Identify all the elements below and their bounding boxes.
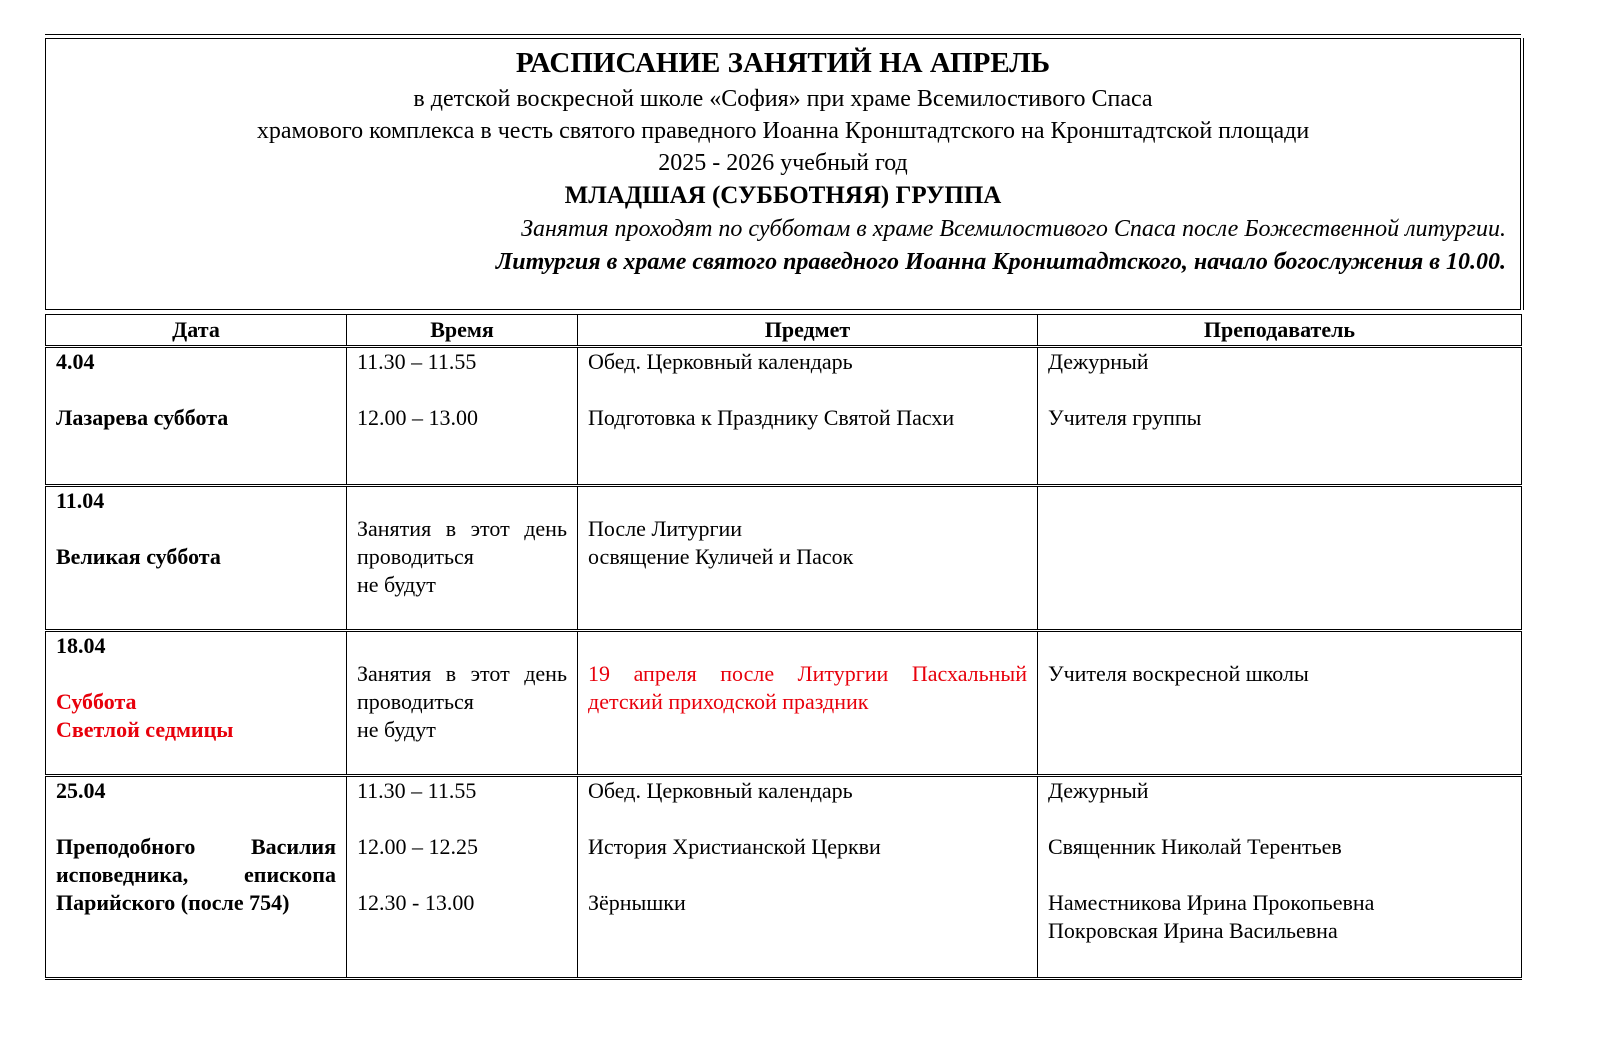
time-slot: 12.00 – 13.00 [357,405,478,430]
classes-note: Занятия проходят по субботам в храме Всемилостивого Спаса после Божественной литургии. [521,216,1506,242]
teacher-cell [1038,631,1522,776]
group-name: МЛАДШАЯ (СУББОТНЯЯ) ГРУППА [564,182,1002,209]
subject: освящение Куличей и Пасок [588,544,854,569]
table-row [46,347,1522,486]
table-row [46,776,1522,979]
liturgy-note: Литургия в храме святого праведного Иоанна Кронштадтского, начало богослужения в 10.00. [495,249,1506,275]
academic-year: 2025 - 2026 учебный год [658,150,908,176]
day-name: Великая суббота [56,544,221,569]
no-classes-note: проводиться [357,544,474,569]
day-name: Парийского (после 754) [56,890,290,915]
date-cell [46,486,347,631]
subject: Обед. Церковный календарь [588,349,853,374]
date-value: 11.04 [56,488,105,513]
subject-cell [578,347,1038,486]
date-value: 18.04 [56,633,106,658]
teacher: Священник Николай Терентьев [1048,834,1342,859]
teacher: Учителя воскресной школы [1048,661,1309,686]
time-slot: 12.00 – 12.25 [357,834,478,859]
schedule-header [45,38,1521,310]
subject-cell [578,486,1038,631]
no-classes-note: Занятия в этот день [357,516,567,541]
subject-cell [578,776,1038,979]
date-value: 4.04 [56,349,95,374]
time-slot: 11.30 – 11.55 [357,778,477,803]
page-title: РАСПИСАНИЕ ЗАНЯТИЙ НА АПРЕЛЬ [515,47,1051,79]
time-slot: 12.30 - 13.00 [357,890,475,915]
event-note: 19 апреля после Литургии Пасхальный [588,661,1027,686]
time-slot: 11.30 – 11.55 [357,349,477,374]
no-classes-note: проводиться [357,689,474,714]
date-cell [46,347,347,486]
date-value: 25.04 [56,778,106,803]
no-classes-note: не будут [357,717,436,742]
column-header-date: Дата [46,315,347,347]
date-cell [46,631,347,776]
table-header-row [46,315,1522,347]
day-name: исповедника, епископа [56,862,336,887]
time-cell [347,486,578,631]
teacher: Покровская Ирина Васильевна [1048,918,1338,943]
no-classes-note: не будут [357,572,436,597]
teacher-cell [1038,776,1522,979]
teacher: Учителя группы [1048,405,1202,430]
subject: После Литургии [588,516,743,541]
table-row [46,631,1522,776]
teacher: Наместникова Ирина Прокопьевна [1048,890,1375,915]
day-name: Лазарева суббота [56,405,229,430]
schedule-table [45,314,1522,980]
date-cell [46,776,347,979]
column-header-teacher: Преподаватель [1038,315,1522,347]
subject-cell [578,631,1038,776]
school-line: в детской воскресной школе «София» при храме Всемилостивого Спаса [413,86,1153,112]
teacher: Дежурный [1048,349,1149,374]
time-cell [347,631,578,776]
time-cell [347,776,578,979]
teacher-cell [1038,486,1522,631]
subject: Обед. Церковный календарь [588,778,853,803]
time-cell [347,347,578,486]
day-name: Суббота [56,689,137,714]
column-header-time: Время [347,315,578,347]
subject: История Христианской Церкви [588,834,881,859]
teacher: Дежурный [1048,778,1149,803]
no-classes-note: Занятия в этот день [357,661,567,686]
table-row [46,486,1522,631]
column-header-subject: Предмет [578,315,1038,347]
subject: Подготовка к Празднику Святой Пасхи [588,405,955,430]
day-name: Светлой седмицы [56,717,234,742]
subject: Зёрнышки [588,890,686,915]
day-name: Преподобного Василия [56,834,336,859]
complex-line: храмового комплекса в честь святого праведного Иоанна Кронштадтского на Кронштадтской площади [256,118,1310,144]
event-note: детский приходской праздник [588,689,869,714]
teacher-cell [1038,347,1522,486]
